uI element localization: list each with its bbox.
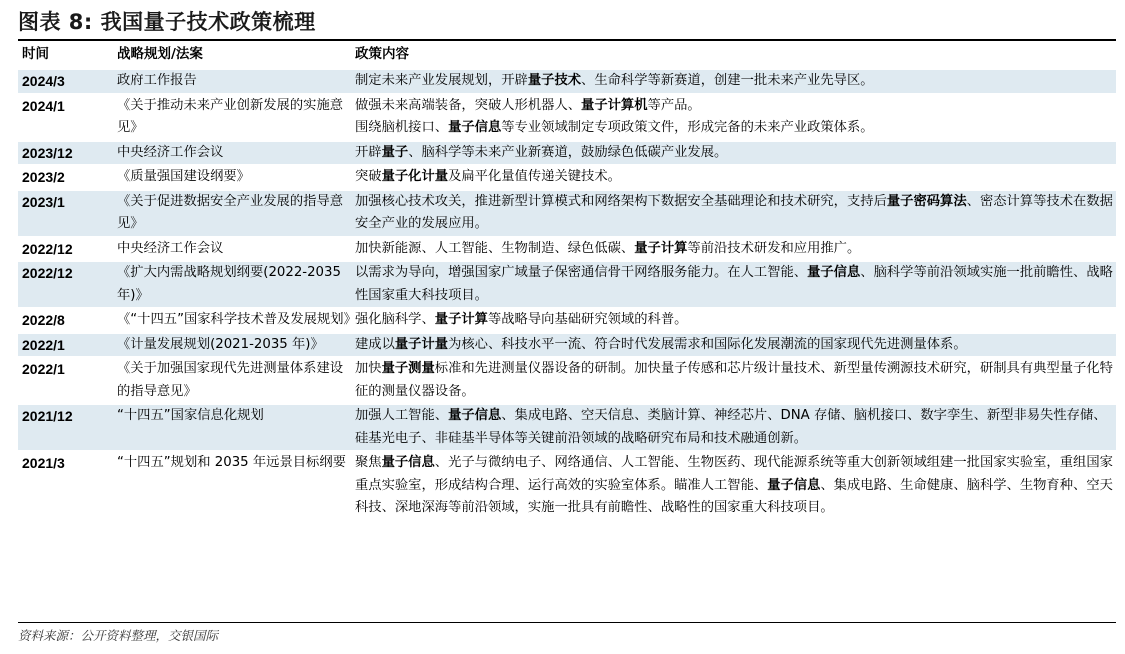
highlight-keyword: 量子计算机 xyxy=(581,97,648,113)
row-content xyxy=(351,237,1116,262)
highlight-keyword: 量子化计量 xyxy=(381,169,449,184)
content-text: 突破 xyxy=(355,169,382,184)
row-date: 2023/2 xyxy=(18,165,113,190)
row-date: 2024/1 xyxy=(18,94,113,141)
content-text: 、光子与微纳电子、网络通信、人工智能、生物医药、现代能源系统等重大创新领域组建一批国家实验室，重组国家重点实验室，形成结构合理、运行高效的实验室体系。瞄准人工智能、 xyxy=(355,455,1113,493)
row-date: 2022/8 xyxy=(18,308,113,333)
row-date: 2022/1 xyxy=(18,357,113,404)
content-text: 开辟 xyxy=(355,144,382,160)
table-header-row xyxy=(18,41,1116,69)
content-text: 强化脑科学、 xyxy=(355,312,435,327)
highlight-keyword: 量子密码算法 xyxy=(886,193,967,209)
content-text: 标准和先进测量仪器设备的研制。加快量子传感和芯片级计量技术、新型量传溯源技术研究，研制具有典型量子化特征的测量仪器设备。 xyxy=(355,361,1113,399)
content-text: 等产品。 xyxy=(647,97,701,113)
table-row xyxy=(18,308,1116,333)
row-document: 中央经济工作会议 xyxy=(113,141,351,166)
highlight-keyword: 量子测量 xyxy=(381,361,435,376)
policy-table xyxy=(18,41,1116,520)
content-text: 及扁平化量值传递关键技术。 xyxy=(448,169,621,184)
content-text: 以需求为导向，增强国家广域量子保密通信骨干网络服务能力。在人工智能、 xyxy=(355,265,808,280)
row-document: 《扩大内需战略规划纲要(2022-2035 年)》 xyxy=(113,261,351,308)
table-row xyxy=(18,141,1116,166)
table-row xyxy=(18,333,1116,358)
table-row xyxy=(18,94,1116,141)
row-content xyxy=(351,404,1116,451)
content-text: 、脑科学等前沿领域实施一批前瞻性、战略性国家重大科技项目。 xyxy=(355,265,1113,303)
row-date: 2021/3 xyxy=(18,451,113,520)
content-text: 、脑科学等未来产业新赛道，鼓励绿色低碳产业发展。 xyxy=(408,144,728,160)
row-document: 《关于推动未来产业创新发展的实施意见》 xyxy=(113,94,351,141)
row-content xyxy=(351,190,1116,237)
row-content xyxy=(351,261,1116,308)
content-text: 制定未来产业发展规划，开辟 xyxy=(355,73,528,88)
row-content xyxy=(351,451,1116,520)
content-text: 围绕脑机接口、 xyxy=(355,120,449,135)
table-row xyxy=(18,261,1116,308)
row-document: 政府工作报告 xyxy=(113,69,351,94)
row-document: 《“十四五”国家科学技术普及发展规划》 xyxy=(113,308,351,333)
content-text: 等战略导向基础研究领域的科普。 xyxy=(487,312,688,327)
row-document: 《关于加强国家现代先进测量体系建设的指导意见》 xyxy=(113,357,351,404)
content-text: 加快新能源、人工智能、生物制造、绿色低碳、 xyxy=(355,240,635,256)
content-text: 等前沿技术研发和应用推广。 xyxy=(687,240,861,256)
content-text: 为核心、科技水平一流、符合时代发展需求和国际化发展潮流的国家现代先进测量体系。 xyxy=(448,336,967,352)
row-date: 2023/1 xyxy=(18,190,113,237)
highlight-keyword: 量子 xyxy=(381,144,409,160)
row-date: 2022/1 xyxy=(18,333,113,358)
header-document: 战略规划/法案 xyxy=(113,41,351,69)
table-row xyxy=(18,190,1116,237)
row-document: 《计量发展规划(2021-2035 年)》 xyxy=(113,333,351,358)
row-date: 2024/3 xyxy=(18,69,113,94)
row-document: “十四五”国家信息化规划 xyxy=(113,404,351,451)
source-note: 资料来源：公开资料整理，交银国际 xyxy=(18,628,219,643)
header-content: 政策内容 xyxy=(351,41,1116,69)
content-text: 、集成电路、生命健康、脑科学、生物育种、空天科技、深地深海等前沿领域，实施一批具有前瞻性、战略性的国家重大科技项目。 xyxy=(355,477,1113,515)
table-row xyxy=(18,237,1116,262)
highlight-keyword: 量子信息 xyxy=(448,120,502,135)
table-row xyxy=(18,404,1116,451)
content-text: 建成以 xyxy=(355,336,395,352)
row-date: 2022/12 xyxy=(18,237,113,262)
content-text: 、生命科学等新赛道，创建一批未来产业先导区。 xyxy=(581,73,874,88)
content-text: 、集成电路、空天信息、类脑计算、神经芯片、DNA 存储、脑机接口、数字孪生、新型非易失性存储、硅基光电子、非硅基半导体等关键前沿领域的战略研究布局和技术融通创新。 xyxy=(355,408,1107,446)
row-document: “十四五”规划和 2035 年远景目标纲要 xyxy=(113,451,351,520)
row-document: 《关于促进数据安全产业发展的指导意见》 xyxy=(113,190,351,237)
row-date: 2022/12 xyxy=(18,261,113,308)
content-text: 聚焦 xyxy=(355,455,382,470)
figure-title: 图表 8: 我国量子技术政策梳理 xyxy=(18,10,316,34)
content-text: 加强核心技术攻关，推进新型计算模式和网络架构下数据安全基础理论和技术研究，支持后 xyxy=(355,193,887,209)
row-content xyxy=(351,333,1116,358)
highlight-keyword: 量子信息 xyxy=(448,408,502,423)
row-document: 《质量强国建设纲要》 xyxy=(113,165,351,190)
highlight-keyword: 量子技术 xyxy=(527,73,582,88)
row-content xyxy=(351,141,1116,166)
header-date: 时间 xyxy=(18,41,113,69)
content-text: 做强未来高端装备，突破人形机器人、 xyxy=(355,97,582,113)
highlight-keyword: 量子信息 xyxy=(767,477,821,493)
highlight-keyword: 量子信息 xyxy=(381,455,435,470)
row-content xyxy=(351,94,1116,141)
content-text: 加快 xyxy=(355,361,382,376)
row-content xyxy=(351,69,1116,94)
row-date: 2023/12 xyxy=(18,141,113,166)
highlight-keyword: 量子计量 xyxy=(394,336,449,352)
table-row xyxy=(18,69,1116,94)
content-text: 加强人工智能、 xyxy=(355,408,449,423)
highlight-keyword: 量子信息 xyxy=(807,265,861,280)
row-content xyxy=(351,308,1116,333)
highlight-keyword: 量子计算 xyxy=(634,240,688,256)
content-text: 、密态计算等技术在数据安全产业的发展应用。 xyxy=(355,193,1113,231)
table-row xyxy=(18,451,1116,520)
row-content xyxy=(351,165,1116,190)
table-row xyxy=(18,165,1116,190)
table-row xyxy=(18,357,1116,404)
content-text: 等专业领域制定专项政策文件，形成完备的未来产业政策体系。 xyxy=(501,120,874,135)
bottom-rule xyxy=(18,622,1116,623)
row-content xyxy=(351,357,1116,404)
row-date: 2021/12 xyxy=(18,404,113,451)
highlight-keyword: 量子计算 xyxy=(434,312,488,327)
row-document: 中央经济工作会议 xyxy=(113,237,351,262)
